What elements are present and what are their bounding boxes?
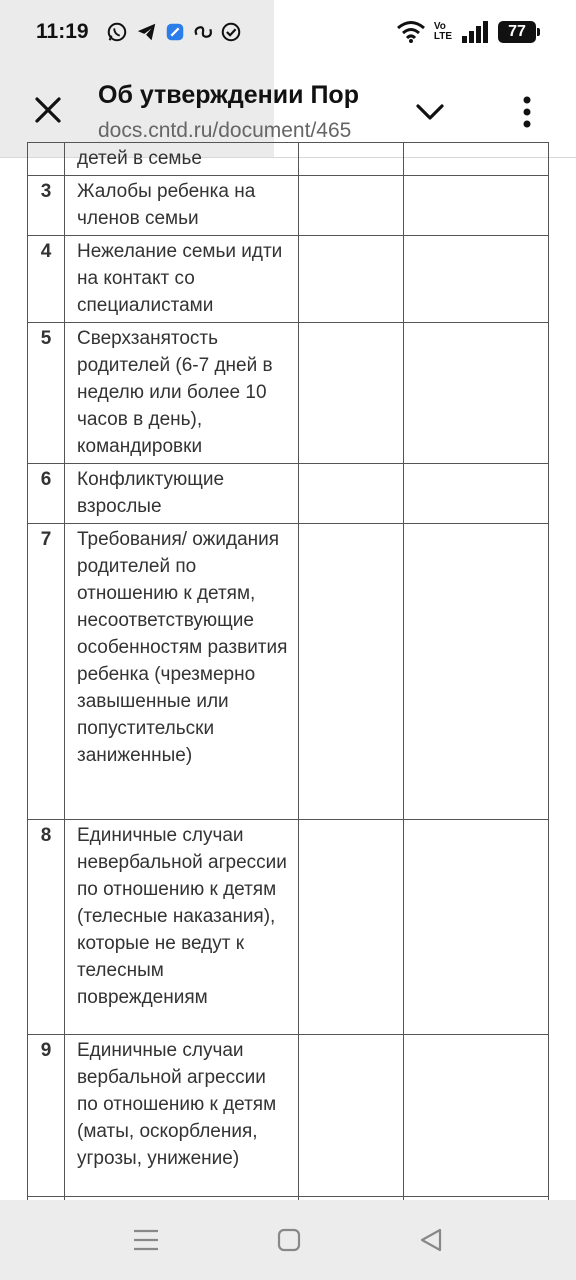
row-description: Нежелание семьи идти на контакт со специалистами — [65, 236, 299, 323]
more-vertical-icon — [522, 96, 532, 128]
document-content[interactable] — [0, 148, 576, 1200]
row-description: Жалобы ребенка на членов семьи — [65, 176, 299, 236]
table-row — [28, 176, 549, 236]
telegram-icon — [136, 21, 158, 43]
status-right-icons — [396, 18, 536, 46]
row-empty-cell — [299, 820, 404, 1035]
app-blue-icon — [164, 21, 186, 43]
row-description: Сверхзанятость родителей (6-7 дней в неделю или более 10 часов в день), командировки — [65, 323, 299, 464]
status-time: 11:19 — [36, 20, 89, 43]
system-navigation-bar — [0, 1200, 576, 1280]
row-empty-cell — [299, 464, 404, 524]
row-empty-cell — [404, 464, 549, 524]
check-circle-icon — [220, 21, 242, 43]
row-empty-cell — [299, 323, 404, 464]
chevron-down-icon — [415, 102, 445, 122]
row-empty-cell — [404, 236, 549, 323]
recent-apps-button[interactable] — [130, 1224, 162, 1256]
table-row — [28, 1035, 549, 1197]
row-empty-cell — [404, 1035, 549, 1197]
page-url: docs.cntd.ru/document/465 — [98, 119, 352, 142]
battery-indicator: 77 — [498, 21, 536, 43]
row-description: Конфликтующие взрослые — [65, 464, 299, 524]
row-empty-cell — [299, 176, 404, 236]
row-empty-cell — [404, 524, 549, 820]
back-button[interactable] — [415, 1224, 447, 1256]
row-empty-cell — [299, 236, 404, 323]
home-icon — [277, 1228, 301, 1252]
expand-button[interactable] — [408, 90, 452, 134]
row-number: 7 — [28, 524, 65, 820]
status-bar — [0, 0, 576, 62]
home-button[interactable] — [273, 1224, 305, 1256]
table-row — [28, 323, 549, 464]
page-title: Об утверждении Пор — [98, 81, 359, 109]
whatsapp-icon — [106, 21, 128, 43]
table-row — [28, 143, 549, 176]
row-empty-cell — [299, 1035, 404, 1197]
row-number: 8 — [28, 820, 65, 1035]
row-number: 3 — [28, 176, 65, 236]
volte-label-top: Vo — [433, 21, 446, 32]
row-description: детей в семье — [65, 143, 299, 176]
row-empty-cell — [299, 143, 404, 176]
table-row — [28, 820, 549, 1035]
volte-icon — [434, 22, 452, 42]
document-table — [27, 142, 549, 1278]
signal-icon — [460, 20, 490, 44]
row-empty-cell — [404, 323, 549, 464]
recent-apps-icon — [133, 1228, 159, 1252]
close-icon — [34, 96, 62, 124]
row-number — [28, 143, 65, 176]
row-description: Единичные случаи невербальной агрессии по отношению к детям (телесные наказания), которые не ведут к телесным повреждениям — [65, 820, 299, 1035]
row-empty-cell — [404, 143, 549, 176]
row-number: 6 — [28, 464, 65, 524]
back-icon — [419, 1228, 443, 1252]
row-empty-cell — [404, 176, 549, 236]
close-button[interactable] — [26, 88, 70, 132]
table-row — [28, 524, 549, 820]
row-empty-cell — [404, 820, 549, 1035]
table-row — [28, 464, 549, 524]
row-description: Требования/ ожидания родителей по отношению к детям, несоответствующие особенностям развития ребенка (чрезмерно завышенные или попустительски заниженные) — [65, 524, 299, 820]
row-number: 9 — [28, 1035, 65, 1197]
chain-icon — [192, 21, 214, 43]
row-number: 4 — [28, 236, 65, 323]
row-empty-cell — [299, 524, 404, 820]
volte-label-bottom: LTE — [433, 31, 452, 42]
more-options-button[interactable] — [505, 90, 549, 134]
page-title-block[interactable] — [98, 78, 380, 146]
wifi-icon — [396, 20, 426, 44]
table-row — [28, 236, 549, 323]
row-description: Единичные случаи вербальной агрессии по отношению к детям (маты, оскорбления, угрозы, унижение) — [65, 1035, 299, 1197]
row-number: 5 — [28, 323, 65, 464]
